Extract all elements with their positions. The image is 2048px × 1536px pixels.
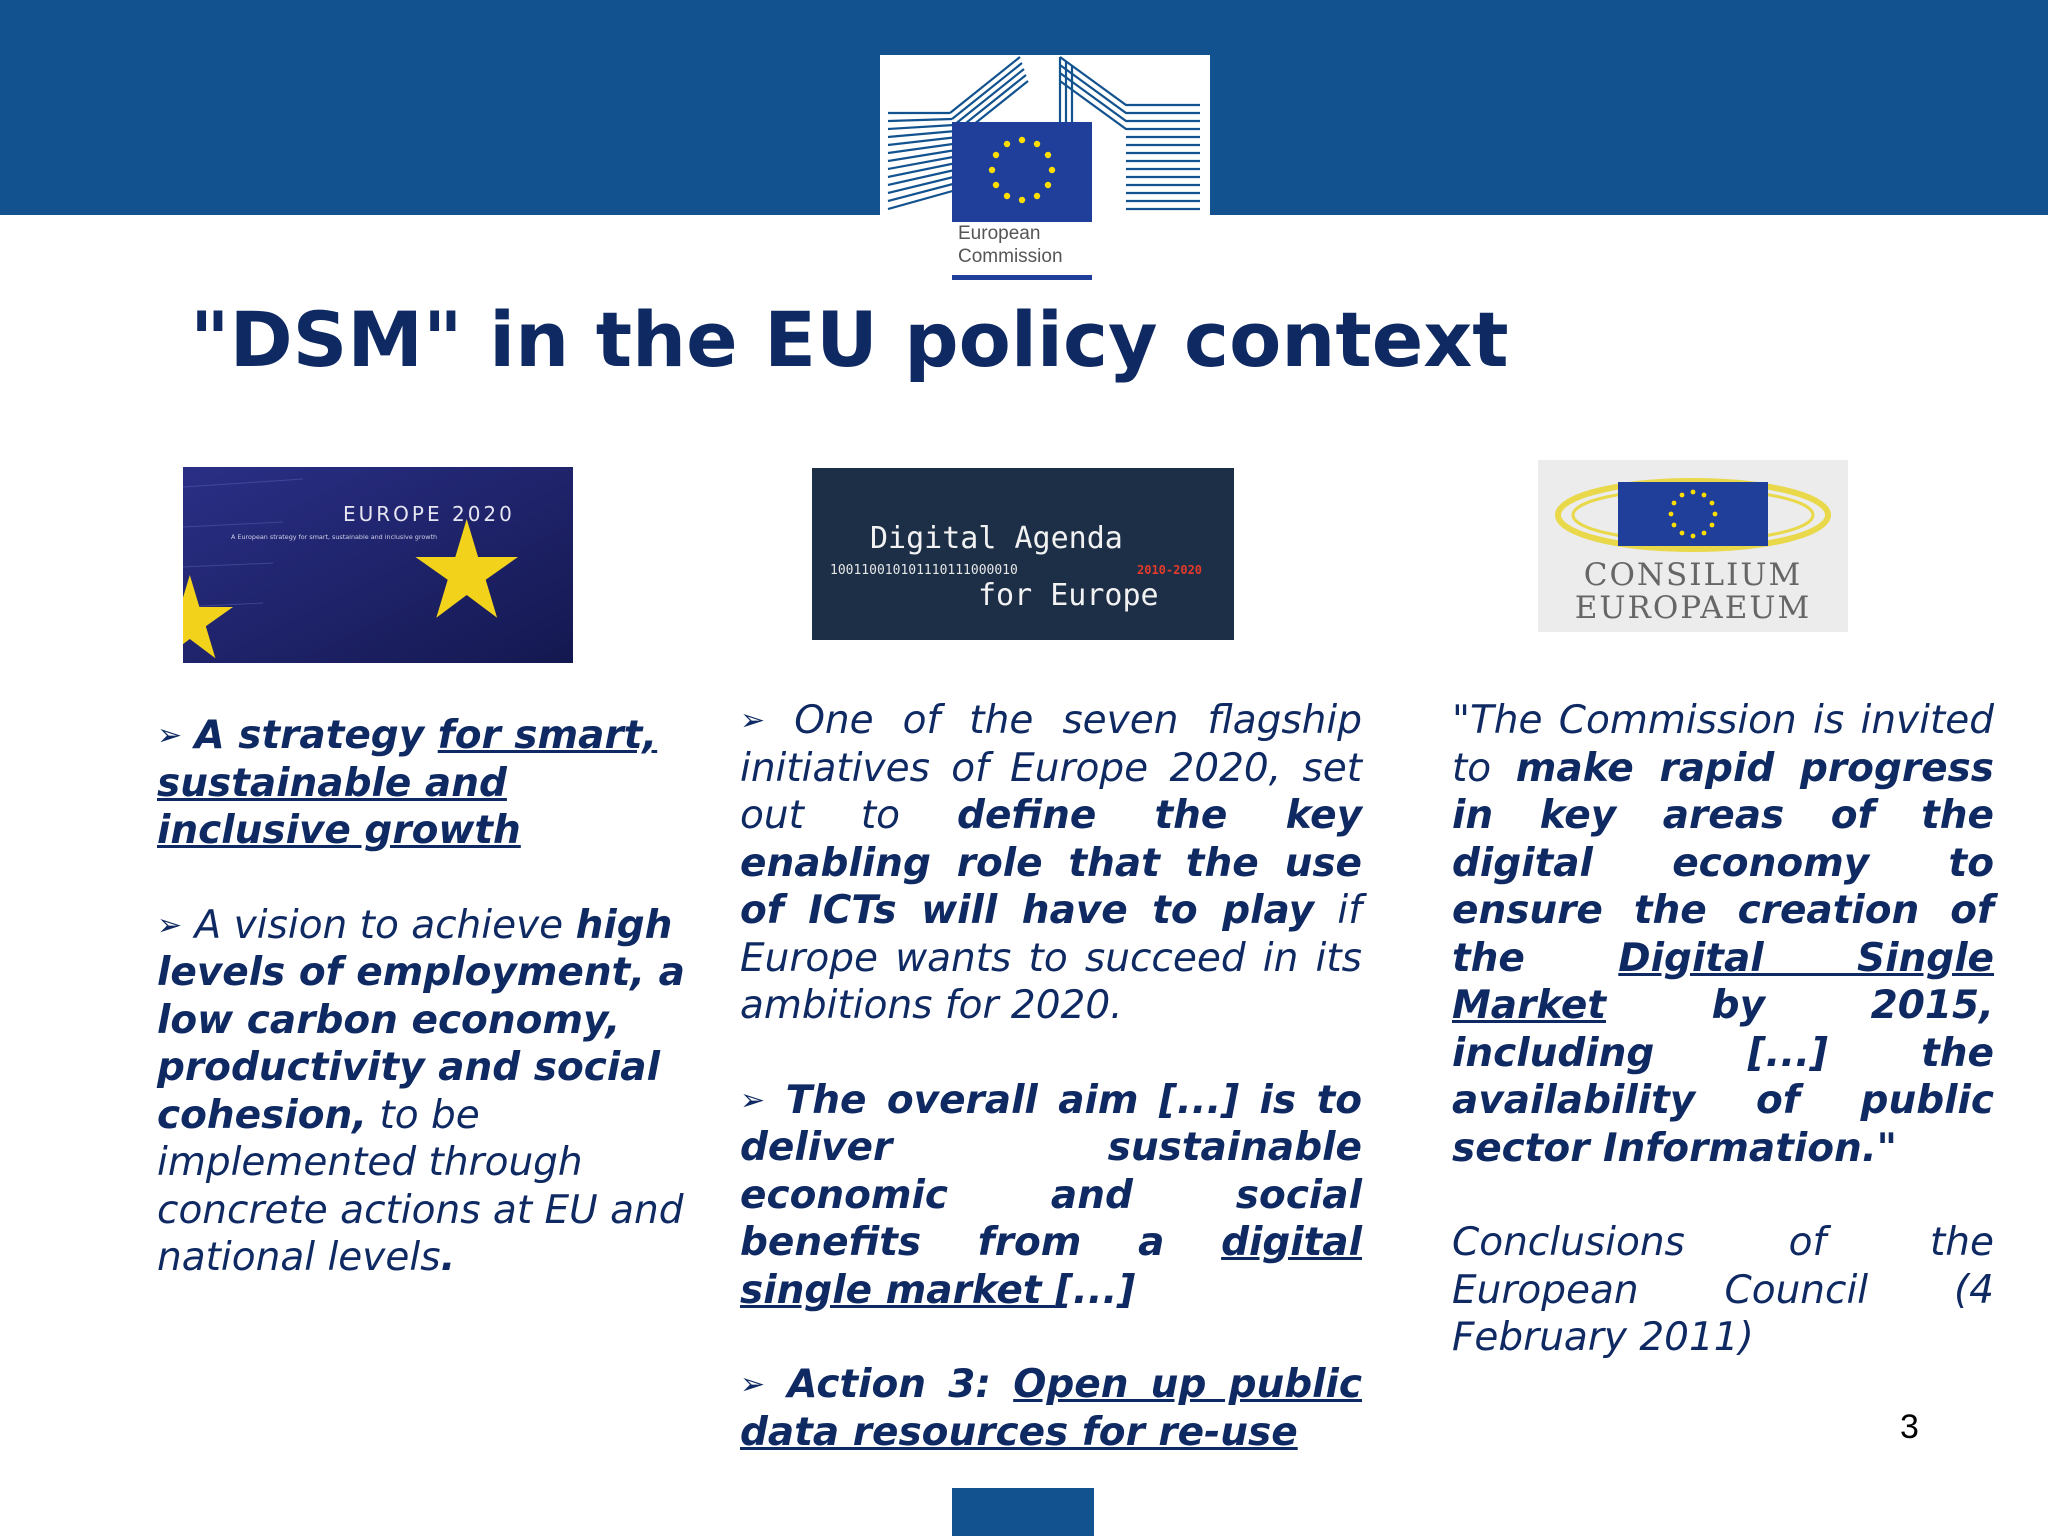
strategy-lead: A strategy: [194, 713, 438, 758]
slide-title: "DSM" in the EU policy context: [190, 295, 1509, 384]
digital-agenda-image: [812, 468, 1234, 640]
bullet-overall-aim: [740, 1077, 1362, 1315]
column-digital-agenda: [740, 697, 1362, 1456]
consilium-line1: CONSILIUM: [1583, 557, 1803, 593]
arrow-bullet-icon: ➢: [157, 907, 183, 943]
bullet-strategy: [157, 712, 697, 855]
flagship-lead: One of the seven flagship initiatives of Europe 2020, set out to: [740, 698, 1362, 838]
council-source: Conclusions of the European Council (4 February 2011): [1452, 1220, 1994, 1360]
bullet-action-3: [740, 1361, 1362, 1456]
logo-wordmark: [958, 222, 1098, 268]
vision-period: .: [440, 1235, 456, 1280]
action-3-label: Action 3:: [787, 1362, 1014, 1407]
digital-agenda-binary: 100110010101110111000010: [830, 563, 1018, 578]
europe-2020-tagline: A European strategy for smart, sustainable and inclusive growth: [231, 533, 438, 541]
footer-tab: [952, 1488, 1094, 1536]
logo-line-commission: Commission: [958, 246, 1063, 267]
overall-aim-ellipsis: [...]: [1055, 1267, 1136, 1313]
column-european-council: [1452, 697, 1994, 1362]
column-europe-2020: [157, 712, 697, 1282]
council-quote: [1452, 697, 1994, 1172]
europe-2020-heading: EUROPE 2020: [343, 502, 515, 526]
vision-implementation: to be implemented through concrete actions at EU and national levels: [157, 1092, 684, 1280]
bullet-vision: [157, 902, 697, 1282]
arrow-bullet-icon: ➢: [157, 718, 183, 753]
open-data-link: Open up public data resources for re-use: [740, 1362, 1363, 1455]
consilium-europaeum-image: [1538, 460, 1848, 632]
digital-agenda-subtitle: for Europe: [978, 578, 1159, 613]
vision-lead: A vision to achieve: [194, 902, 576, 948]
europe-2020-image: [183, 467, 573, 663]
quote-lead: "The Commission is invited to: [1452, 698, 1994, 791]
digital-agenda-title: Digital Agenda: [870, 521, 1123, 556]
arrow-bullet-icon: ➢: [740, 703, 766, 738]
digital-single-market-link: digital single market: [740, 1220, 1362, 1313]
quote-psi: by 2015, including [...] the availability of public sector Information.": [1452, 983, 1994, 1171]
bullet-flagship: [740, 697, 1362, 1030]
overall-aim-text: The overall aim [...] is to deliver sustainable economic and social benefits from a: [740, 1077, 1362, 1265]
digital-agenda-years: 2010-2020: [1137, 563, 1203, 577]
page-number: 3: [1900, 1408, 1919, 1446]
quote-progress: make rapid progress in key areas of the digital economy to ensure the creation of the: [1452, 745, 1994, 981]
vision-goals: high levels of employment, a low carbon economy, productivity and social cohesion,: [157, 902, 685, 1138]
flagship-ict-role: define the key enabling role that the use of ICTs will have to play: [740, 793, 1362, 933]
strategy-growth-link: for smart, sustainable and inclusive growth: [157, 713, 658, 853]
flagship-ambitions: if Europe wants to succeed in its ambitions for 2020.: [740, 888, 1362, 1028]
consilium-line2: EUROPAEUM: [1574, 590, 1812, 626]
logo-line-european: European: [958, 223, 1041, 244]
arrow-bullet-icon: ➢: [740, 1367, 766, 1402]
quote-dsm-link: Digital Single Market: [1452, 935, 1995, 1028]
arrow-bullet-icon: ➢: [740, 1082, 766, 1118]
